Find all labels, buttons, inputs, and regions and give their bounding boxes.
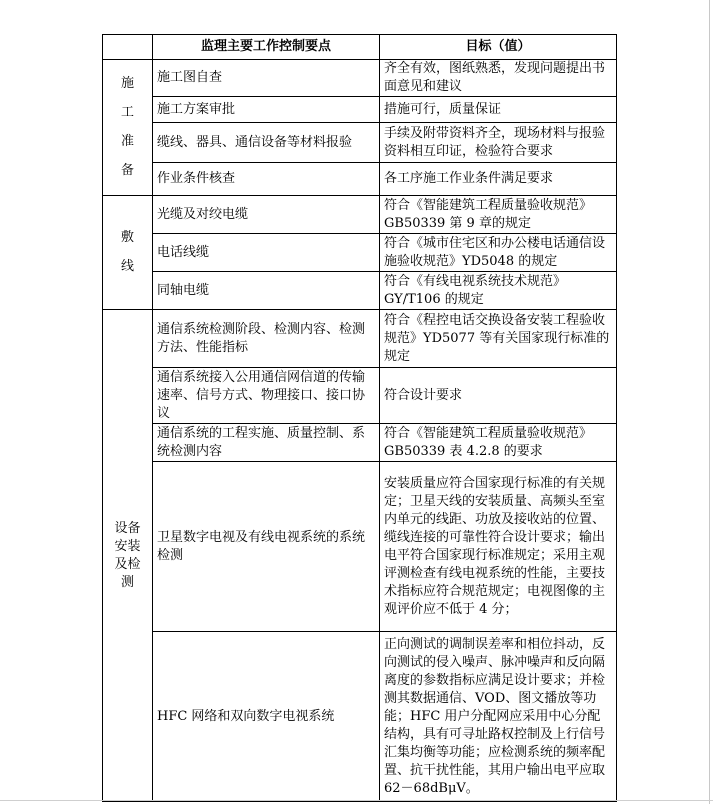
table-row — [103, 368, 617, 424]
row-item: 光缆及对绞电缆 — [153, 196, 380, 234]
table-row — [103, 424, 617, 462]
row-target: 各工序施工作业条件满足要求 — [380, 163, 617, 196]
table-row — [103, 163, 617, 196]
category-equipment-install: 设备 安装 及检 测 — [103, 310, 153, 802]
row-item: 通信系统接入公用通信网信道的传输速率、信号方式、物理接口、接口协议 — [153, 368, 380, 424]
row-item: 卫星数字电视及有线电视系统的系统检测 — [153, 462, 380, 632]
row-item: 同轴电缆 — [153, 272, 380, 310]
row-item: 施工方案审批 — [153, 97, 380, 123]
row-target: 措施可行，质量保证 — [380, 97, 617, 123]
page-right-edge — [709, 0, 710, 804]
row-target: 符合设计要求 — [380, 368, 617, 424]
table-row — [103, 310, 617, 368]
row-item: 施工图自查 — [153, 60, 380, 97]
table-row — [103, 272, 617, 310]
row-target: 安装质量应符合国家现行标准的有关规定；卫星天线的安装质量、高频头至室内单元的线距、功放及接收站的位置、缆线连接的可靠性符合设计要求；输出电平符合国家现行标准规定；采用主观评测检查有线电视系统的性能，主要技术指标应符合规范规定；电视图像的主观评价应不低于 4 分； — [380, 462, 617, 632]
row-item: 通信系统的工程实施、质量控制、系统检测内容 — [153, 424, 380, 462]
table-row — [103, 234, 617, 272]
row-item: 通信系统检测阶段、检测内容、检测方法、性能指标 — [153, 310, 380, 368]
header-category — [103, 35, 153, 60]
table-row — [103, 462, 617, 632]
row-target: 符合《程控电话交换设备安装工程验收规范》YD5077 等有关国家现行标准的规定 — [380, 310, 617, 368]
row-item: 电话线缆 — [153, 234, 380, 272]
row-target: 齐全有效，图纸熟悉，发现问题提出书面意见和建议 — [380, 60, 617, 97]
header-target-value: 目标（值） — [380, 35, 617, 60]
table-header-row — [103, 35, 617, 60]
row-target: 符合《城市住宅区和办公楼电话通信设施验收规范》YD5048 的规定 — [380, 234, 617, 272]
row-item: HFC 网络和双向数字电视系统 — [153, 632, 380, 802]
supervision-control-table — [102, 34, 617, 802]
row-target: 符合《智能建筑工程质量验收规范》GB50339 表 4.2.8 的要求 — [380, 424, 617, 462]
row-item: 作业条件核查 — [153, 163, 380, 196]
category-cabling: 敷 线 — [103, 196, 153, 310]
row-target: 手续及附带资料齐全，现场材料与报验资料相互印证，检验符合要求 — [380, 123, 617, 163]
category-construction-prep: 施 工 准 备 — [103, 60, 153, 196]
page-bottom-edge — [0, 800, 713, 801]
row-item: 缆线、器具、通信设备等材料报验 — [153, 123, 380, 163]
row-target: 符合《智能建筑工程质量验收规范》GB50339 第 9 章的规定 — [380, 196, 617, 234]
table-row — [103, 97, 617, 123]
table-row — [103, 632, 617, 802]
table-row — [103, 60, 617, 97]
header-control-points: 监理主要工作控制要点 — [153, 35, 380, 60]
row-target: 正向测试的调制误差率和相位抖动，反向测试的侵入噪声、脉冲噪声和反向隔离度的参数指标应满足设计要求；并检测其数据通信、VOD、图文播放等功能；HFC 用户分配网应采用中心分配结构，具有可寻址路权控制及上行信号汇集均衡等功能；应检测系统的频率配置、抗干扰性能，其用户输出电平应取 62－68dBμV。 — [380, 632, 617, 802]
table-row — [103, 123, 617, 163]
table-row — [103, 196, 617, 234]
row-target: 符合《有线电视系统技术规范》GY/T106 的规定 — [380, 272, 617, 310]
